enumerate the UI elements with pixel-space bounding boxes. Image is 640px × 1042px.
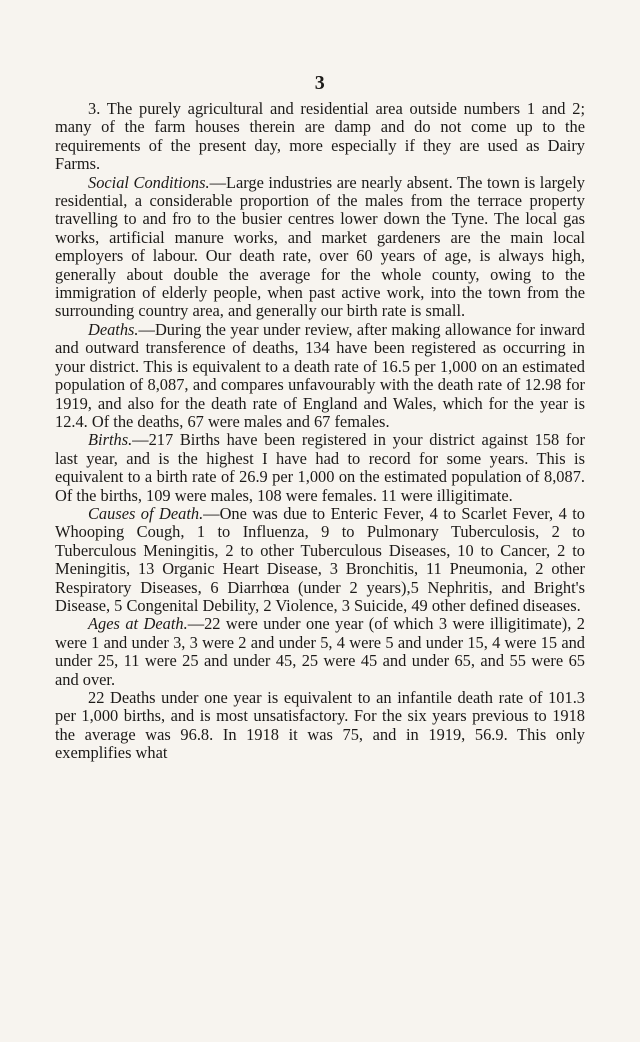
paragraph-births bbox=[55, 431, 585, 505]
section-heading-births: Births. bbox=[88, 430, 133, 450]
page-number: 3 bbox=[314, 72, 326, 94]
section-heading-deaths: Deaths. bbox=[88, 319, 139, 339]
section-heading-causes-of-death: Causes of Death. bbox=[88, 503, 204, 523]
paragraph-social-conditions bbox=[55, 174, 585, 321]
section-heading-ages-at-death: Ages at Death. bbox=[88, 614, 188, 634]
paragraph-text: 22 Deaths under one year is equivalent to an infantile death rate of 101.3 per 1,000 births, and is most unsatisfactory. For the six years previous to 1918 the average was 96.8. In 1918 it was 75, and in 1919, 56.9. This only exemplifies what bbox=[55, 688, 585, 763]
paragraph-text: —Large industries are nearly absent. The town is largely residential, a considerable proportion of the males from the terrace property travelling to and fro to the busier centres lower down the Tyne. The local gas works, artificial manure works, and market gardeners are the main local employers of labour. Our death rate, over 60 years of age, is always high, generally about double the average for the whole county, owing to the immigration of elderly people, when past active work, into the town from the surrounding country area, and generally our birth rate is small. bbox=[55, 172, 585, 321]
paragraph-ages-at-death bbox=[55, 615, 585, 689]
paragraph-text: —22 were under one year (of which 3 were illigitimate), 2 were 1 and under 3, 3 were 2 and under 5, 4 were 5 and under 15, 4 were 15 and under 25, 11 were 25 and under 45, 25 were 45 and under 65, and 55 were 65 and over. bbox=[55, 614, 585, 689]
paragraph-infant-deaths bbox=[55, 689, 585, 763]
paragraph-text: —One was due to Enteric Fever, 4 to Scarlet Fever, 4 to Whooping Cough, 1 to Influenza, 9 to Pulmonary Tuberculosis, 2 to Tuberculous Meningitis, 2 to other Tuberculous Diseases, 10 to Cancer, 2 to Meningitis, 13 Organic Heart Disease, 3 Bronchitis, 11 Pneumonia, 2 other Respiratory Diseases, 6 Diarrhœa (under 2 years),5 Nephritis, and Bright's Disease, 5 Congenital Debility, 2 Violence, 3 Suicide, 49 other defined diseases. bbox=[55, 503, 585, 615]
paragraph-deaths bbox=[55, 321, 585, 431]
paragraph-text: —During the year under review, after making allowance for inward and outward transference of deaths, 134 have been registered as occurring in your district. This is equivalent to a death rate of 16.5 per 1,000 on an estimated population of 8,087, and compares unfavourably with the death rate of 12.98 for 1919, and also for the death rate of England and Wales, which for the year is 12.4. Of the deaths, 67 were males and 67 females. bbox=[55, 319, 585, 431]
section-heading-social-conditions: Social Conditions. bbox=[88, 172, 210, 192]
body-text bbox=[55, 100, 585, 763]
paragraph-text: 3. The purely agricultural and residential area outside numbers 1 and 2; many of the farm houses therein are damp and do not come up to the requirements of the present day, more especially if they are used as Dairy Farms. bbox=[55, 99, 585, 174]
paragraph-causes-of-death bbox=[55, 505, 585, 615]
paragraph-agricultural-area bbox=[55, 100, 585, 174]
paragraph-text: —217 Births have been registered in your district against 158 for last year, and is the highest I have had to record for some years. This is equivalent to a birth rate of 26.9 per 1,000 on the estimated population of 8,087. Of the births, 109 were males, 108 were females. 11 were illigitimate. bbox=[55, 430, 585, 505]
